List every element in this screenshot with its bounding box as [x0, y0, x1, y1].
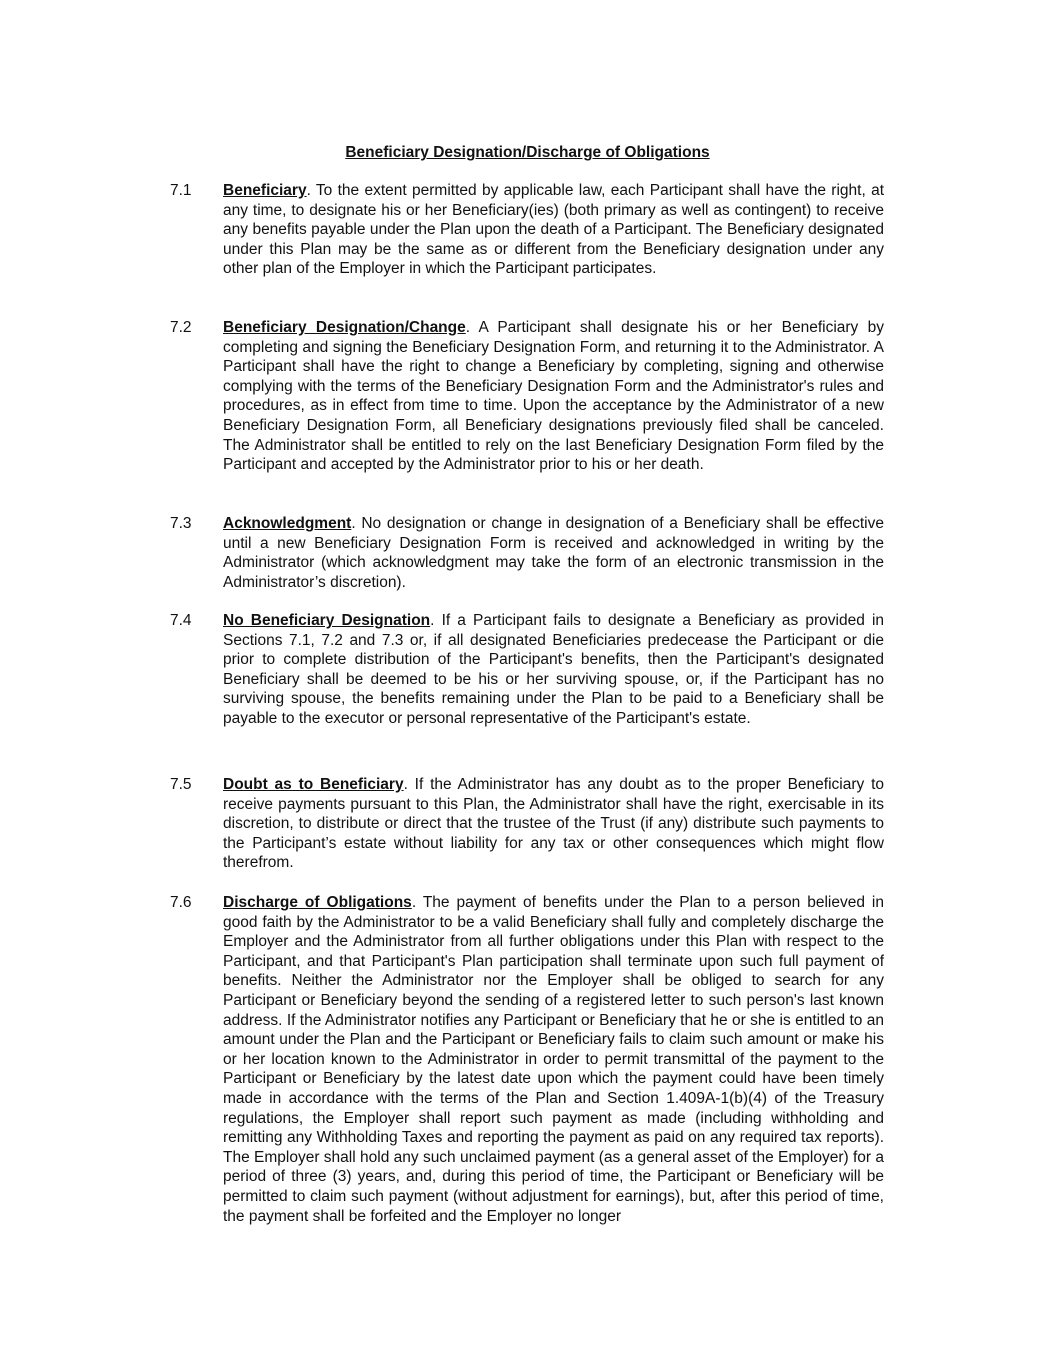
section-text: . If the Administrator has any doubt as to the proper Beneficiary to receive payments pursuant to this Plan, the Administrator shall have the right, exercisable in its discretion, to distribute or direct that the trustee of the Trust (if any) distribute such payments to the Participant’s estate without liability for any tax or other consequences which might flow therefrom.: [223, 776, 884, 872]
section-heading: Discharge of Obligations: [223, 894, 412, 911]
section-text: . To the extent permitted by applicable law, each Participant shall have the right, at any time, to designate his or her Beneficiary(ies) (both primary as well as contingent) to receive any benefits payable under the Plan upon the death of a Participant. The Beneficiary designated under this Plan may be the same as or different from the Beneficiary designation under any other plan of the Employer in which the Participant participates.: [223, 182, 884, 278]
section-heading: Beneficiary: [223, 182, 307, 199]
section-body: [223, 611, 884, 729]
section-body: [223, 775, 884, 873]
section-heading: Doubt as to Beneficiary: [223, 776, 404, 793]
section-body: [223, 318, 884, 475]
section-number: 7.4: [170, 612, 192, 629]
section-number: 7.3: [170, 515, 192, 532]
section-number: 7.5: [170, 776, 192, 793]
document-title: Beneficiary Designation/Discharge of Obligations: [345, 144, 710, 161]
section-heading: Beneficiary Designation/Change: [223, 319, 466, 336]
section-body: [223, 181, 884, 279]
section-text: . If a Participant fails to designate a Beneficiary as provided in Sections 7.1, 7.2 and 7.3 or, if all designated Beneficiaries predecease the Participant or die prior to complete distribution of the Participant's benefits, then the Participant's designated Beneficiary shall be deemed to be his or her surviving spouse, or, if the Participant has no surviving spouse, the benefits remaining under the Plan to be paid to a Beneficiary shall be payable to the executor or personal representative of the Participant's estate.: [223, 612, 885, 727]
section-text: . No designation or change in designation of a Beneficiary shall be effective until a new Beneficiary Designation Form is received and acknowledged in writing by the Administrator (which acknowledgment may take the form of an electronic transmission in the Administrator’s discretion).: [223, 515, 884, 591]
section-body: [223, 514, 884, 592]
section-7-4: [170, 611, 885, 729]
section-text: . The payment of benefits under the Plan to a person believed in good faith by the Administrator to be a valid Beneficiary shall fully and completely discharge the Employer and the Administrator from all further obligations under this Plan with respect to the Participant, and that Participant's Plan participation shall terminate upon such full payment of benefits. Neither the Administrator nor the Employer shall be obliged to search for any Participant or Beneficiary beyond the sending of a registered letter to such person's last known address. If the Administrator notifies any Participant or Beneficiary that he or she is entitled to an amount under the Plan and the Participant or Beneficiary fails to claim such amount or make his or her location known to the Administrator in order to permit transmittal of the payment to the Participant or Beneficiary by the latest date upon which the payment could have been timely made in accordance with the terms of the Plan and Section 1.409A-1(b)(4) of the Treasury regulations, the Employer shall report such payment as made (including withholding and remitting any Withholding Taxes and reporting the payment as paid on any required tax reports). The Employer shall hold any such unclaimed payment (as a general asset of the Employer) for a period of three (3) years, and, during this period of time, the Participant or Beneficiary will be permitted to claim such payment (without adjustment for earnings), but, after this period of time, the payment shall be forfeited and the Employer no longer: [223, 894, 884, 1225]
section-text: . A Participant shall designate his or her Beneficiary by completing and signing the Beneficiary Designation Form, and returning it to the Administrator. A Participant shall have the right to change a Beneficiary by completing, signing and otherwise complying with the terms of the Beneficiary Designation Form and the Administrator's rules and procedures, as in effect from time to time. Upon the acceptance by the Administrator of a new Beneficiary Designation Form, all Beneficiary designations previously filed shall be canceled. The Administrator shall be entitled to rely on the last Beneficiary Designation Form filed by the Participant and accepted by the Administrator prior to his or her death.: [223, 319, 884, 474]
section-7-3: [170, 514, 885, 592]
section-7-2: [170, 318, 885, 475]
section-number: 7.6: [170, 894, 192, 911]
section-7-1: [170, 181, 885, 279]
section-heading: No Beneficiary Designation: [223, 612, 431, 629]
section-7-5: [170, 775, 885, 873]
section-body: [223, 893, 884, 1226]
section-number: 7.1: [170, 182, 192, 199]
section-heading: Acknowledgment: [223, 515, 352, 532]
section-number: 7.2: [170, 319, 192, 336]
section-7-6: [170, 893, 885, 1226]
